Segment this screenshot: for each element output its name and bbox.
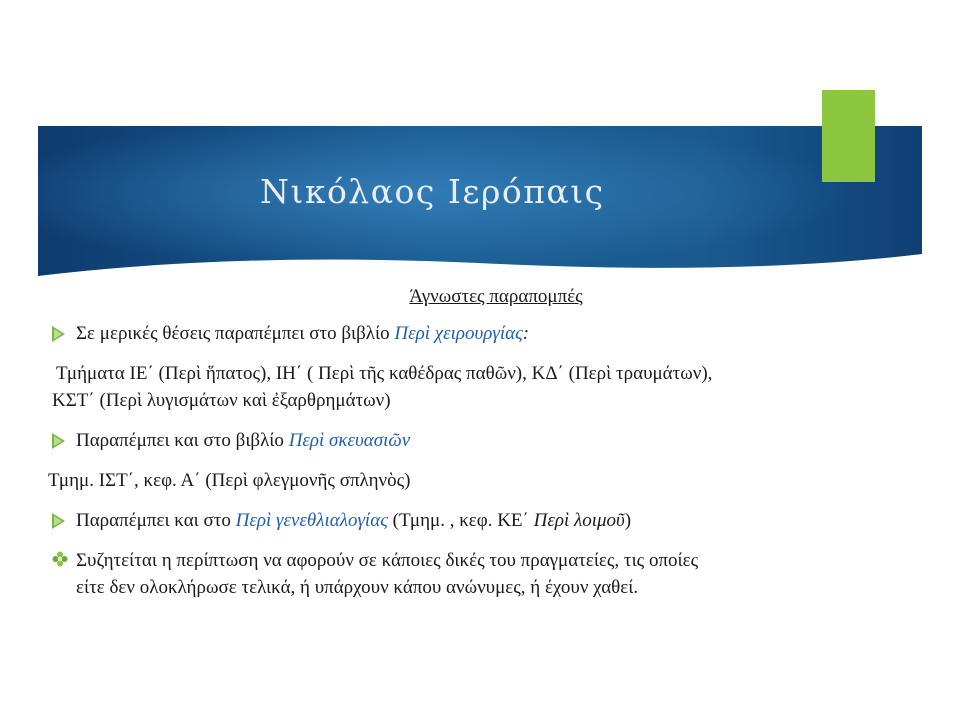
slide-content (48, 283, 918, 614)
plus-bullet-icon (52, 551, 68, 567)
bullet-genethlialogy (48, 507, 918, 534)
section-heading: Άγνωστες παραπομπές (409, 286, 583, 307)
bullet-line: Συζητείται η περίπτωση να αφορούν σε κάποιες δικές του πραγματείες, τις οποίες (76, 550, 699, 571)
paragraph-spleen: Τμημ. ΙΣΤ΄, κεφ. Α΄ (Περὶ φλεγμονῆς σπληνὸς) (48, 470, 411, 491)
bullet-suffix: : (522, 323, 530, 344)
arrow-bullet-icon (52, 326, 65, 342)
paragraph-line: Τμήματα ΙΕ΄ (Περὶ ἥπατος), ΙΗ΄ ( Περὶ τῆς καθέδρας παθῶν), ΚΔ΄ (Περὶ τραυμάτων), (56, 363, 713, 384)
accent-bar (822, 90, 875, 182)
book-title-preparations: Περὶ σκευασιῶν (288, 430, 411, 451)
book-title-genethlialogy: Περὶ γενεθλιαλογίας (235, 510, 388, 531)
bullet-discussion (48, 547, 918, 601)
arrow-bullet-icon (52, 513, 65, 529)
bullet-line: είτε δεν ολοκλήρωσε τελικά, ή υπάρχουν κάπου ανώνυμες, ή έχουν χαθεί. (76, 577, 639, 598)
bullet-suffix: ) (624, 510, 632, 531)
paragraph-sections (48, 360, 918, 414)
paragraph-line: ΚΣΤ΄ (Περὶ λυγισμάτων καὶ ἐξαρθρημάτων) (52, 390, 391, 411)
slide-title: Νικόλαος Ιερόπαις (260, 172, 605, 211)
book-title-plague: Περὶ λοιμοῦ (533, 510, 625, 531)
bullet-text: Σε μερικές θέσεις παραπέμπει στο βιβλίο (76, 323, 395, 344)
bullet-mid: (Τμημ. , κεφ. ΚΕ΄ (387, 510, 534, 531)
bullet-surgery (48, 320, 918, 347)
bullet-text: Παραπέμπει και στο βιβλίο (76, 430, 289, 451)
bullet-text: Παραπέμπει και στο (76, 510, 236, 531)
book-title-surgery: Περὶ χειρουργίας (394, 323, 523, 344)
bullet-preparations (48, 427, 918, 454)
arrow-bullet-icon (52, 433, 65, 449)
